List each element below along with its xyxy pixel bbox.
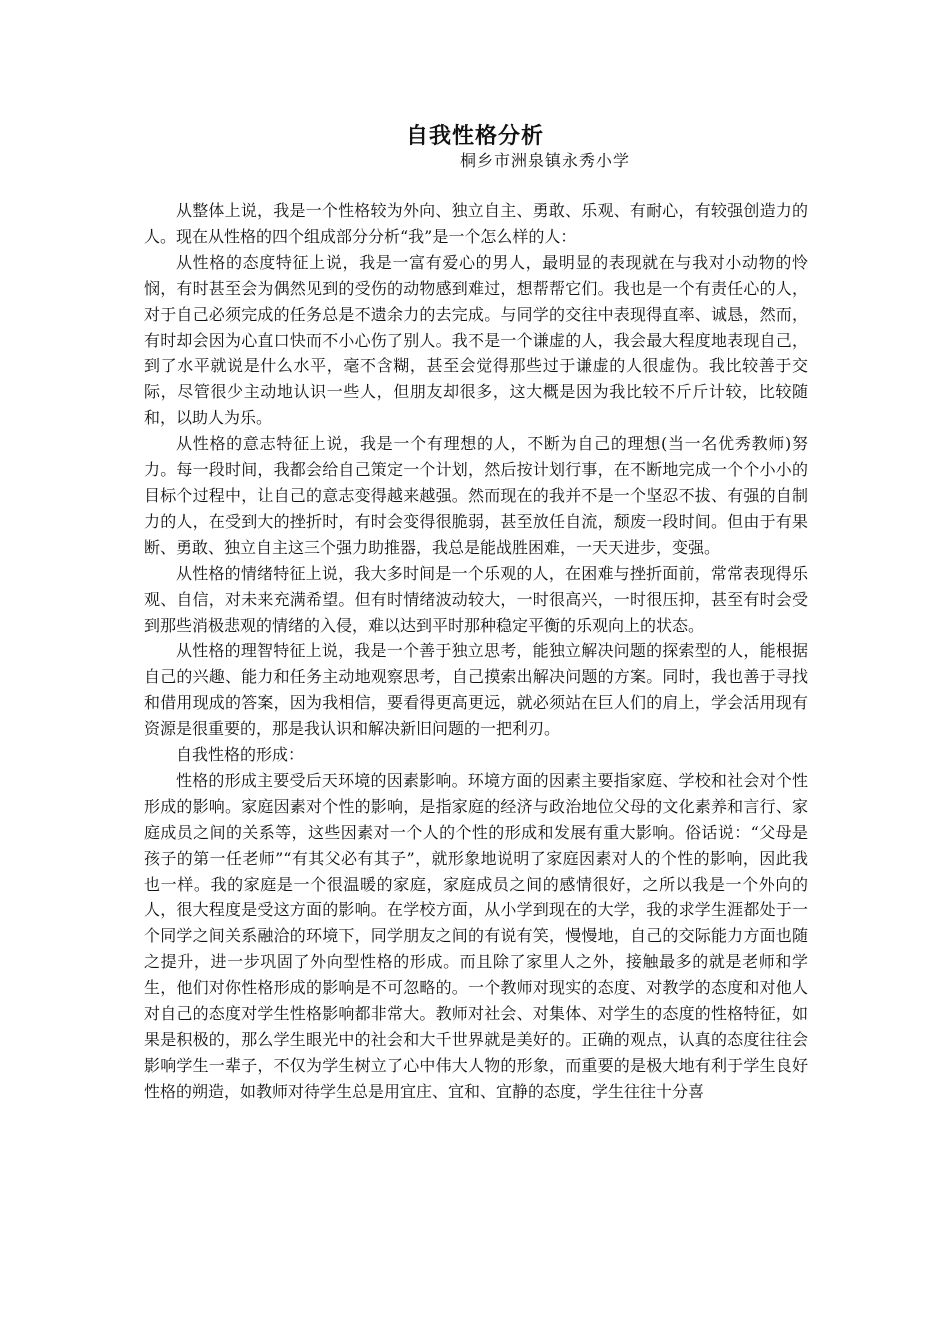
paragraph-attitude: 从性格的态度特征上说，我是一富有爱心的男人，最明显的表现就在与我对小动物的怜悯，有时甚至会为偶然见到的受伤的动物感到难过，想帮帮它们。我也是一个有责任心的人，对于自己必须完成的任务总是不遗余力的去完成。与同学的交往中表现得直率、诚恳，然而，有时却会因为心直口快而不小心伤了别人。我不是一个谦虚的人，我会最大程度地表现自己，到了水平就说是什么水平，毫不含糊，甚至会觉得那些过于谦虚的人很虚伪。我比较善于交际，尽管很少主动地认识一些人，但朋友却很多，这大概是因为我比较不斤斤计较，比较随和，以助人为乐。	[144, 252, 808, 428]
paragraph-intellect: 从性格的理智特征上说，我是一个善于独立思考，能独立解决问题的探索型的人，能根据自己的兴趣、能力和任务主动地观察思考，自己摸索出解决问题的方案。同时，我也善于寻找和借用现成的答案，因为我相信，要看得更高更远，就必须站在巨人们的肩上，学会活用现有资源是很重要的，那是我认识和解决新旧问题的一把利刃。	[144, 641, 808, 739]
paragraph-will: 从性格的意志特征上说，我是一个有理想的人，不断为自己的理想(当一名优秀教师)努力。每一段时间，我都会给自己策定一个计划，然后按计划行事，在不断地完成一个个小小的目标个过程中，让自己的意志变得越来越强。然而现在的我并不是一个坚忍不拔、有强的自制力的人，在受到大的挫折时，有时会变得很脆弱，甚至放任自流，颓废一段时间。但由于有果断、勇敢、独立自主这三个强力助推器，我总是能战胜困难，一天天进步，变强。	[144, 434, 808, 557]
paragraph-formation: 性格的形成主要受后天环境的因素影响。环境方面的因素主要指家庭、学校和社会对个性形成的影响。家庭因素对个性的影响，是指家庭的经济与政治地位父母的文化素养和言行、家庭成员之间的关系等，这些因素对一个人的个性的形成和发展有重大影响。俗话说：“父母是孩子的第一任老师”“有其父必有其子”，就形象地说明了家庭因素对人的个性的影响，因此我也一样。我的家庭是一个很温暖的家庭，家庭成员之间的感情很好，之所以我是一个外向的人，很大程度是受这方面的影响。在学校方面，从小学到现在的大学，我的求学生涯都处于一个同学之间关系融洽的环境下，同学朋友之间的有说有笑，慢慢地，自己的交际能力方面也随之提升，进一步巩固了外向型性格的形成。而且除了家里人之外，接触最多的就是老师和学生，他们对你性格形成的影响是不可忽略的。一个教师对现实的态度、对教学的态度和对他人对自己的态度对学生性格影响都非常大。教师对社会、对集体、对学生的态度的性格特征，如果是积极的，那么学生眼光中的社会和大千世界就是美好的。正确的观点，认真的态度往往会影响学生一辈子，不仅为学生树立了心中伟大人物的形象，而重要的是极大地有利于学生良好性格的朔造，如教师对待学生总是用宜庄、宜和、宜静的态度，学生往往十分喜	[144, 770, 808, 1101]
document-body	[144, 198, 808, 1105]
document-subtitle: 桐乡市洲泉镇永秀小学	[460, 151, 631, 170]
section-heading-formation: 自我性格的形成：	[176, 745, 305, 765]
paragraph-intro: 从整体上说，我是一个性格较为外向、独立自主、勇敢、乐观、有耐心，有较强创造力的人。现在从性格的四个组成部分分析“我”是一个怎么样的人：	[144, 201, 808, 246]
paragraph-emotion: 从性格的情绪特征上说，我大多时间是一个乐观的人，在困难与挫折面前，常常表现得乐观、自信，对未来充满希望。但有时情绪波动较大，一时很高兴，一时很压抑，甚至有时会受到那些消极悲观的情绪的入侵，难以达到平时那种稳定平衡的乐观向上的状态。	[144, 563, 808, 635]
document-title: 自我性格分析	[405, 123, 544, 149]
